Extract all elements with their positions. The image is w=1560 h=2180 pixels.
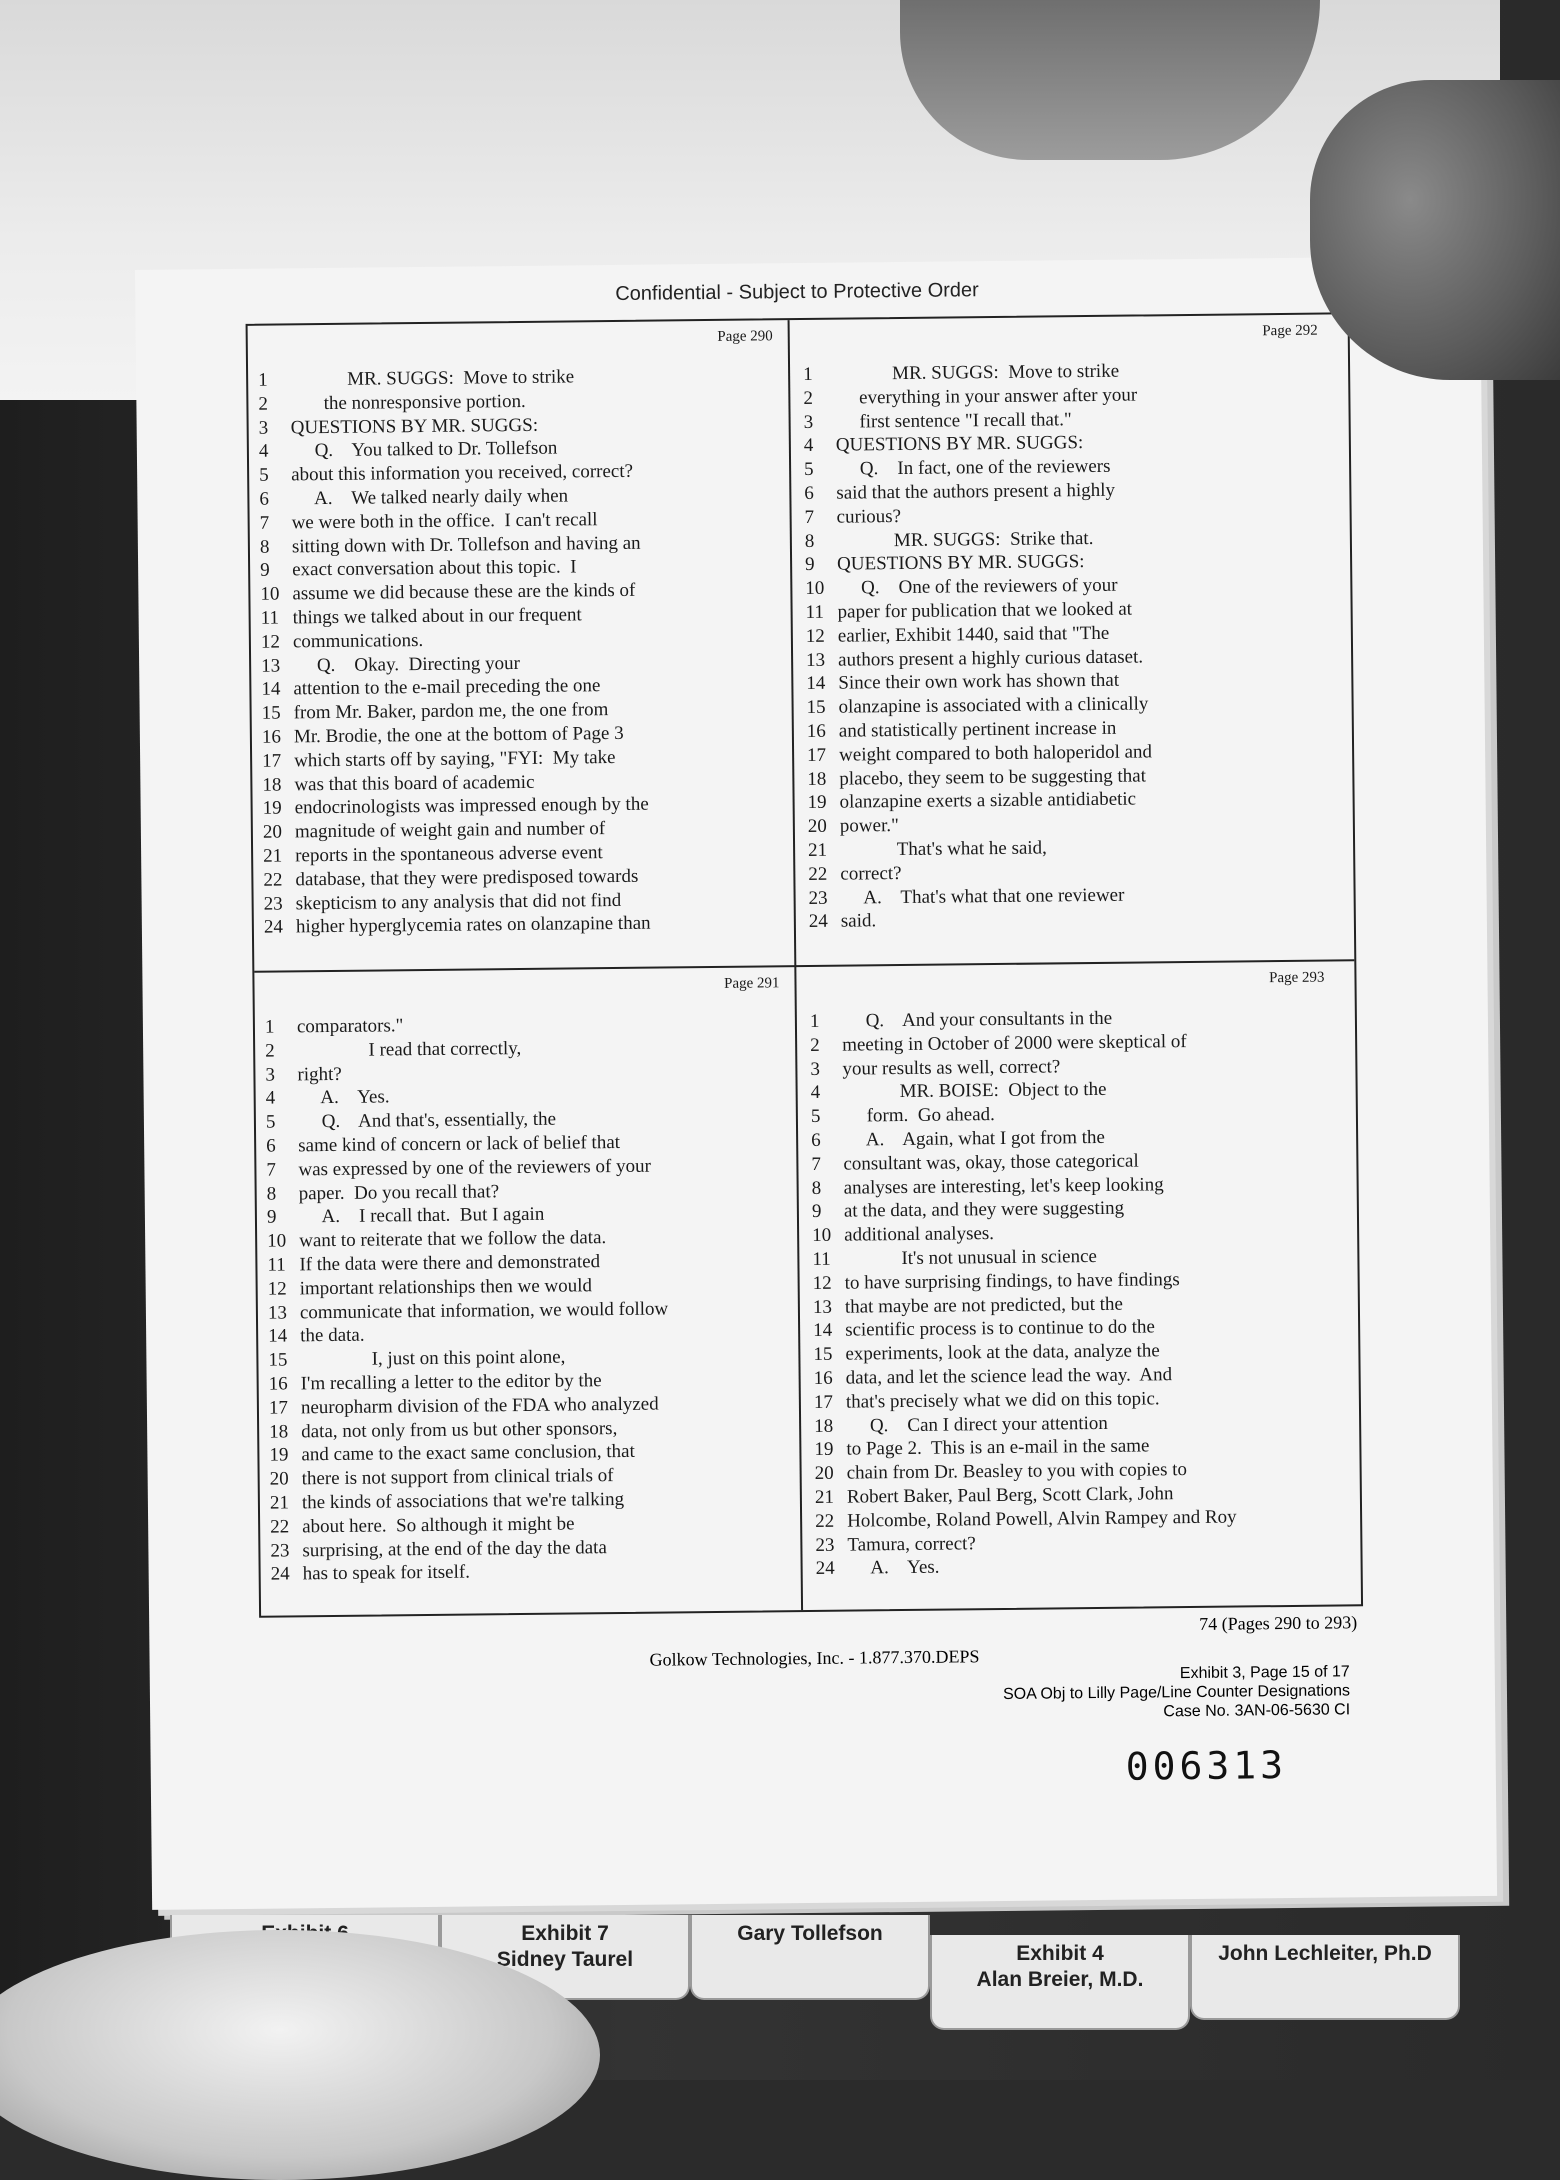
transcript-line xyxy=(264,912,784,941)
line-text: weight compared to both haloperidol and xyxy=(839,741,1153,766)
line-text: reports in the spontaneous adverse event xyxy=(295,842,603,867)
line-text: paper. Do you recall that? xyxy=(298,1180,500,1204)
line-number: 8 xyxy=(811,1177,822,1199)
line-text: the data. xyxy=(300,1325,365,1347)
thumb xyxy=(1310,80,1560,380)
line-text: and statistically pertinent increase in xyxy=(838,717,1117,742)
tab-exhibit-4[interactable] xyxy=(930,1935,1190,2030)
line-number: 23 xyxy=(815,1534,835,1556)
line-number: 2 xyxy=(258,393,269,415)
line-text: things we talked about in our frequent xyxy=(292,604,582,629)
line-text: chain from Dr. Beasley to you with copies to xyxy=(846,1459,1188,1484)
line-text: data, and let the science lead the way. And xyxy=(845,1364,1173,1389)
line-number: 5 xyxy=(804,459,814,481)
line-text: everything in your answer after your xyxy=(835,384,1138,409)
line-text: sitting down with Dr. Tollefson and having an xyxy=(291,532,641,557)
tab-name: Sidney Taurel xyxy=(496,1948,634,1971)
line-text: A. Yes. xyxy=(297,1086,390,1109)
line-number: 17 xyxy=(807,744,827,766)
line-number: 8 xyxy=(259,536,270,558)
line-number: 24 xyxy=(263,916,284,939)
line-text: MR. SUGGS: Move to strike xyxy=(835,360,1120,385)
line-text: Tamura, correct? xyxy=(847,1532,976,1556)
line-text: MR. SUGGS: Move to strike xyxy=(290,366,575,391)
line-number: 7 xyxy=(259,512,270,534)
line-text: I'm recalling a letter to the editor by the xyxy=(300,1370,602,1395)
line-number: 22 xyxy=(815,1510,835,1532)
line-text: Holcombe, Roland Powell, Alvin Rampey and Roy xyxy=(847,1506,1237,1532)
line-text: your results as well, correct? xyxy=(842,1055,1061,1080)
line-text: that's precisely what we did on this topic. xyxy=(845,1388,1160,1413)
line-number: 14 xyxy=(268,1325,288,1348)
line-text: about this information you received, correct? xyxy=(291,460,634,486)
line-text: Q. And your consultants in the xyxy=(841,1007,1113,1032)
line-text: data, not only from us but other sponsors, xyxy=(301,1417,618,1442)
line-text: same kind of concern or lack of belief that xyxy=(298,1131,621,1157)
line-number: 7 xyxy=(811,1153,822,1175)
line-number: 8 xyxy=(266,1183,277,1205)
line-text: authors present a highly curious dataset. xyxy=(838,646,1144,671)
line-number: 12 xyxy=(260,631,281,653)
line-number: 4 xyxy=(810,1082,821,1104)
line-text: exact conversation about this topic. I xyxy=(292,556,577,581)
line-number: 4 xyxy=(265,1087,276,1110)
line-number: 16 xyxy=(261,726,282,748)
line-text: Q. Can I direct your attention xyxy=(846,1412,1108,1437)
line-text: the kinds of associations that we're talking xyxy=(301,1488,625,1514)
line-number: 24 xyxy=(808,911,828,933)
line-text: Q. One of the reviewers of your xyxy=(837,574,1118,599)
line-number: 18 xyxy=(814,1415,834,1437)
line-number: 3 xyxy=(265,1064,276,1086)
line-text: I read that correctly, xyxy=(297,1037,522,1062)
line-number: 20 xyxy=(262,821,283,843)
line-number: 3 xyxy=(803,411,814,433)
line-text: assume we did because these are the kinds of xyxy=(292,579,636,605)
line-text: there is not support from clinical trials of xyxy=(301,1465,614,1490)
line-number: 1 xyxy=(264,1016,275,1038)
page-293-panel xyxy=(809,970,1336,1605)
line-text: comparators." xyxy=(296,1015,404,1038)
page-label: Page 293 xyxy=(1268,969,1325,987)
line-text: from Mr. Baker, pardon me, the one from xyxy=(293,699,609,724)
line-number: 17 xyxy=(813,1391,834,1413)
line-number: 17 xyxy=(262,750,282,772)
line-number: 22 xyxy=(263,869,283,891)
line-text: Q. You talked to Dr. Tollefson xyxy=(290,437,558,462)
line-text: attention to the e-mail preceding the one xyxy=(293,675,601,700)
line-number: 24 xyxy=(270,1563,290,1585)
line-text: said that the authors present a highly xyxy=(836,479,1116,504)
line-number: 15 xyxy=(813,1343,833,1366)
line-number: 2 xyxy=(810,1034,820,1056)
line-text: scientific process is to continue to do the xyxy=(845,1316,1155,1341)
line-text: surprising, at the end of the day the data xyxy=(302,1536,607,1561)
page-292-panel xyxy=(803,323,1330,958)
tab-name: Gary Tollefson xyxy=(737,1922,883,1945)
line-text: power." xyxy=(839,815,899,837)
line-text: communications. xyxy=(292,629,424,653)
line-text: A. Yes. xyxy=(847,1556,940,1579)
page-290-panel xyxy=(258,328,785,963)
transcript-lines xyxy=(265,1011,791,1588)
line-text: first sentence "I recall that." xyxy=(835,408,1072,433)
line-number: 6 xyxy=(266,1135,276,1157)
line-text: That's what he said, xyxy=(840,837,1047,861)
line-text: important relationships then we would xyxy=(299,1275,593,1300)
line-text: curious? xyxy=(836,505,902,528)
tab-name: John Lechleiter, Ph.D xyxy=(1218,1942,1432,1965)
line-text: experiments, look at the data, analyze the xyxy=(845,1340,1160,1365)
line-number: 16 xyxy=(813,1367,833,1389)
line-number: 17 xyxy=(268,1397,289,1419)
line-text: analyses are interesting, let's keep looking xyxy=(843,1173,1164,1199)
tab-john-lechleiter[interactable] xyxy=(1190,1935,1460,2020)
line-number: 15 xyxy=(806,696,826,719)
line-text: A. I recall that. But I again xyxy=(298,1204,545,1228)
transcript-line xyxy=(816,1553,1336,1582)
transcript-lines xyxy=(810,1006,1336,1583)
line-text: right? xyxy=(297,1063,342,1085)
line-number: 9 xyxy=(805,554,815,576)
line-number: 15 xyxy=(268,1349,288,1371)
line-number: 22 xyxy=(270,1516,290,1538)
exhibit-stamp-line: SOA Obj to Lilly Page/Line Counter Designations xyxy=(1003,1682,1351,1703)
tab-name: Alan Breier, M.D. xyxy=(976,1968,1144,1991)
line-text: communicate that information, we would follow xyxy=(299,1298,669,1323)
line-number: 12 xyxy=(267,1278,287,1300)
line-text: neuropharm division of the FDA who analyzed xyxy=(300,1393,659,1419)
line-text: olanzapine is associated with a clinically xyxy=(838,693,1149,718)
line-number: 7 xyxy=(804,506,815,528)
line-number: 3 xyxy=(258,417,269,439)
page-label: Page 292 xyxy=(1262,322,1318,340)
transcript-lines xyxy=(803,359,1329,936)
line-number: 14 xyxy=(813,1320,833,1342)
line-number: 10 xyxy=(260,583,280,605)
line-number: 1 xyxy=(803,363,813,386)
line-text: skepticism to any analysis that did not find xyxy=(295,889,622,914)
line-number: 21 xyxy=(814,1486,834,1508)
line-text: to Page 2. This is an e-mail in the same xyxy=(846,1435,1150,1460)
line-number: 21 xyxy=(808,839,828,861)
line-number: 21 xyxy=(269,1492,290,1514)
line-text: form. Go ahead. xyxy=(842,1104,995,1127)
page-291-panel xyxy=(264,975,791,1610)
transcript-grid xyxy=(246,312,1363,1617)
line-number: 3 xyxy=(810,1058,821,1080)
line-number: 19 xyxy=(262,797,282,820)
line-number: 11 xyxy=(805,601,825,623)
line-text: QUESTIONS BY MR. SUGGS: xyxy=(290,414,539,438)
line-number: 2 xyxy=(803,387,813,409)
line-text: Mr. Brodie, the one at the bottom of Page 3 xyxy=(293,722,624,748)
line-number: 5 xyxy=(259,464,269,486)
line-number: 14 xyxy=(261,678,281,701)
line-number: 6 xyxy=(811,1129,821,1151)
line-number: 10 xyxy=(812,1224,832,1247)
line-number: 24 xyxy=(815,1558,835,1580)
line-number: 20 xyxy=(814,1462,834,1485)
line-text: and came to the exact same conclusion, that xyxy=(301,1441,635,1466)
exhibit-stamp-line: Exhibit 3, Page 15 of 17 xyxy=(1179,1663,1350,1683)
line-text: has to speak for itself. xyxy=(302,1561,471,1585)
line-number: 13 xyxy=(267,1302,288,1324)
line-number: 4 xyxy=(258,441,269,463)
line-number: 2 xyxy=(265,1040,275,1062)
exhibit-stamp xyxy=(950,1662,1351,1723)
line-text: It's not unusual in science xyxy=(844,1245,1097,1270)
line-number: 10 xyxy=(267,1230,287,1252)
line-number: 19 xyxy=(807,792,827,814)
line-number: 6 xyxy=(259,488,270,510)
line-text: higher hyperglycemia rates on olanzapine than xyxy=(295,912,651,938)
transcript-lines xyxy=(258,364,784,941)
bates-number: 006313 xyxy=(1125,1743,1288,1789)
line-text: that maybe are not predicted, but the xyxy=(844,1293,1124,1318)
line-number: 11 xyxy=(267,1254,286,1276)
transcript-line xyxy=(271,1559,791,1588)
line-number: 18 xyxy=(262,774,282,796)
line-text: olanzapine exerts a sizable antidiabetic xyxy=(839,788,1137,813)
line-text: Robert Baker, Paul Berg, Scott Clark, John xyxy=(846,1483,1174,1508)
line-number: 8 xyxy=(804,530,815,552)
line-number: 1 xyxy=(258,369,268,391)
line-text: the nonresponsive portion. xyxy=(290,390,526,415)
line-text: consultant was, okay, those categorical xyxy=(843,1150,1139,1175)
line-text: database, that they were predisposed towards xyxy=(295,865,639,891)
page-label: Page 290 xyxy=(717,328,773,345)
line-number: 15 xyxy=(261,702,281,724)
line-text: to have surprising findings, to have findings xyxy=(844,1268,1180,1294)
line-number: 1 xyxy=(809,1010,820,1032)
line-number: 11 xyxy=(260,607,280,629)
line-number: 18 xyxy=(807,768,827,790)
line-number: 12 xyxy=(805,625,825,647)
line-text: MR. SUGGS: Strike that. xyxy=(836,527,1094,552)
line-number: 9 xyxy=(266,1206,277,1229)
line-text: want to reiterate that we follow the data. xyxy=(299,1227,607,1252)
line-number: 22 xyxy=(808,863,828,885)
line-number: 19 xyxy=(814,1439,834,1461)
line-number: 23 xyxy=(808,887,828,909)
line-number: 23 xyxy=(263,893,283,915)
line-number: 9 xyxy=(811,1201,822,1223)
transcript-line xyxy=(809,906,1329,935)
line-text: endocrinologists was impressed enough by the xyxy=(294,793,649,819)
line-text: MR. BOISE: Object to the xyxy=(842,1079,1107,1104)
line-text: meeting in October of 2000 were skeptical of xyxy=(842,1030,1187,1056)
line-text: was that this board of academic xyxy=(294,771,535,795)
line-text: magnitude of weight gain and number of xyxy=(294,818,606,843)
line-text: said. xyxy=(840,910,877,932)
transcript-page xyxy=(135,256,1497,1910)
line-text: correct? xyxy=(840,862,902,885)
line-number: 19 xyxy=(269,1444,289,1467)
line-number: 21 xyxy=(263,845,283,867)
line-text: Since their own work has shown that xyxy=(838,670,1120,695)
line-text: Q. Okay. Directing your xyxy=(293,652,520,676)
line-text: A. We talked nearly daily when xyxy=(291,485,569,510)
line-text: QUESTIONS BY MR. SUGGS: xyxy=(837,551,1085,576)
line-number: 11 xyxy=(812,1248,831,1270)
line-text: was expressed by one of the reviewers of your xyxy=(298,1155,651,1181)
line-number: 20 xyxy=(269,1468,289,1490)
line-text: earlier, Exhibit 1440, said that "The xyxy=(837,622,1110,647)
line-number: 20 xyxy=(807,815,827,838)
line-number: 23 xyxy=(270,1539,290,1562)
line-number: 5 xyxy=(265,1111,276,1133)
line-text: which starts off by saying, "FYI: My take xyxy=(294,746,616,772)
line-text: we were both in the office. I can't recall xyxy=(291,508,598,534)
line-number: 18 xyxy=(269,1421,289,1443)
line-text: placebo, they seem to be suggesting that xyxy=(839,764,1147,790)
line-text: I, just on this point alone, xyxy=(300,1346,566,1371)
line-text: at the data, and they were suggesting xyxy=(843,1198,1125,1223)
line-text: additional analyses. xyxy=(844,1223,995,1246)
line-number: 16 xyxy=(806,720,826,742)
page-label: Page 291 xyxy=(724,975,780,992)
line-text: Q. In fact, one of the reviewers xyxy=(836,455,1111,480)
line-text: about here. So although it might be xyxy=(302,1513,575,1538)
court-reporter-company: Golkow Technologies, Inc. - 1.877.370.DEPS xyxy=(649,1646,980,1670)
tab-title: Exhibit 4 xyxy=(1016,1942,1104,1965)
line-number: 16 xyxy=(268,1373,288,1395)
line-text: If the data were there and demonstrated xyxy=(299,1251,601,1276)
tab-title: Exhibit 7 xyxy=(521,1922,609,1945)
line-number: 13 xyxy=(812,1296,833,1318)
line-text: QUESTIONS BY MR. SUGGS: xyxy=(835,432,1084,457)
bowl xyxy=(0,1930,600,2180)
line-text: A. That's what that one reviewer xyxy=(840,884,1125,909)
line-number: 6 xyxy=(804,482,814,504)
page-range: 74 (Pages 290 to 293) xyxy=(1199,1612,1358,1634)
line-number: 9 xyxy=(260,559,270,582)
line-number: 4 xyxy=(803,435,814,457)
line-number: 14 xyxy=(806,673,826,695)
line-text: paper for publication that we looked at xyxy=(837,598,1133,623)
line-number: 7 xyxy=(266,1159,277,1181)
line-number: 13 xyxy=(261,655,281,677)
tab-gary-tollefson[interactable] xyxy=(690,1915,930,2000)
confidential-header: Confidential - Subject to Protective Order xyxy=(615,279,979,305)
line-text: A. Again, what I got from the xyxy=(843,1126,1105,1151)
line-number: 12 xyxy=(812,1272,832,1294)
exhibit-stamp-line: Case No. 3AN-06-5630 CI xyxy=(1163,1701,1351,1721)
line-number: 10 xyxy=(805,577,825,600)
line-number: 13 xyxy=(806,649,826,671)
line-text: Q. And that's, essentially, the xyxy=(297,1108,557,1133)
line-number: 5 xyxy=(810,1106,821,1128)
